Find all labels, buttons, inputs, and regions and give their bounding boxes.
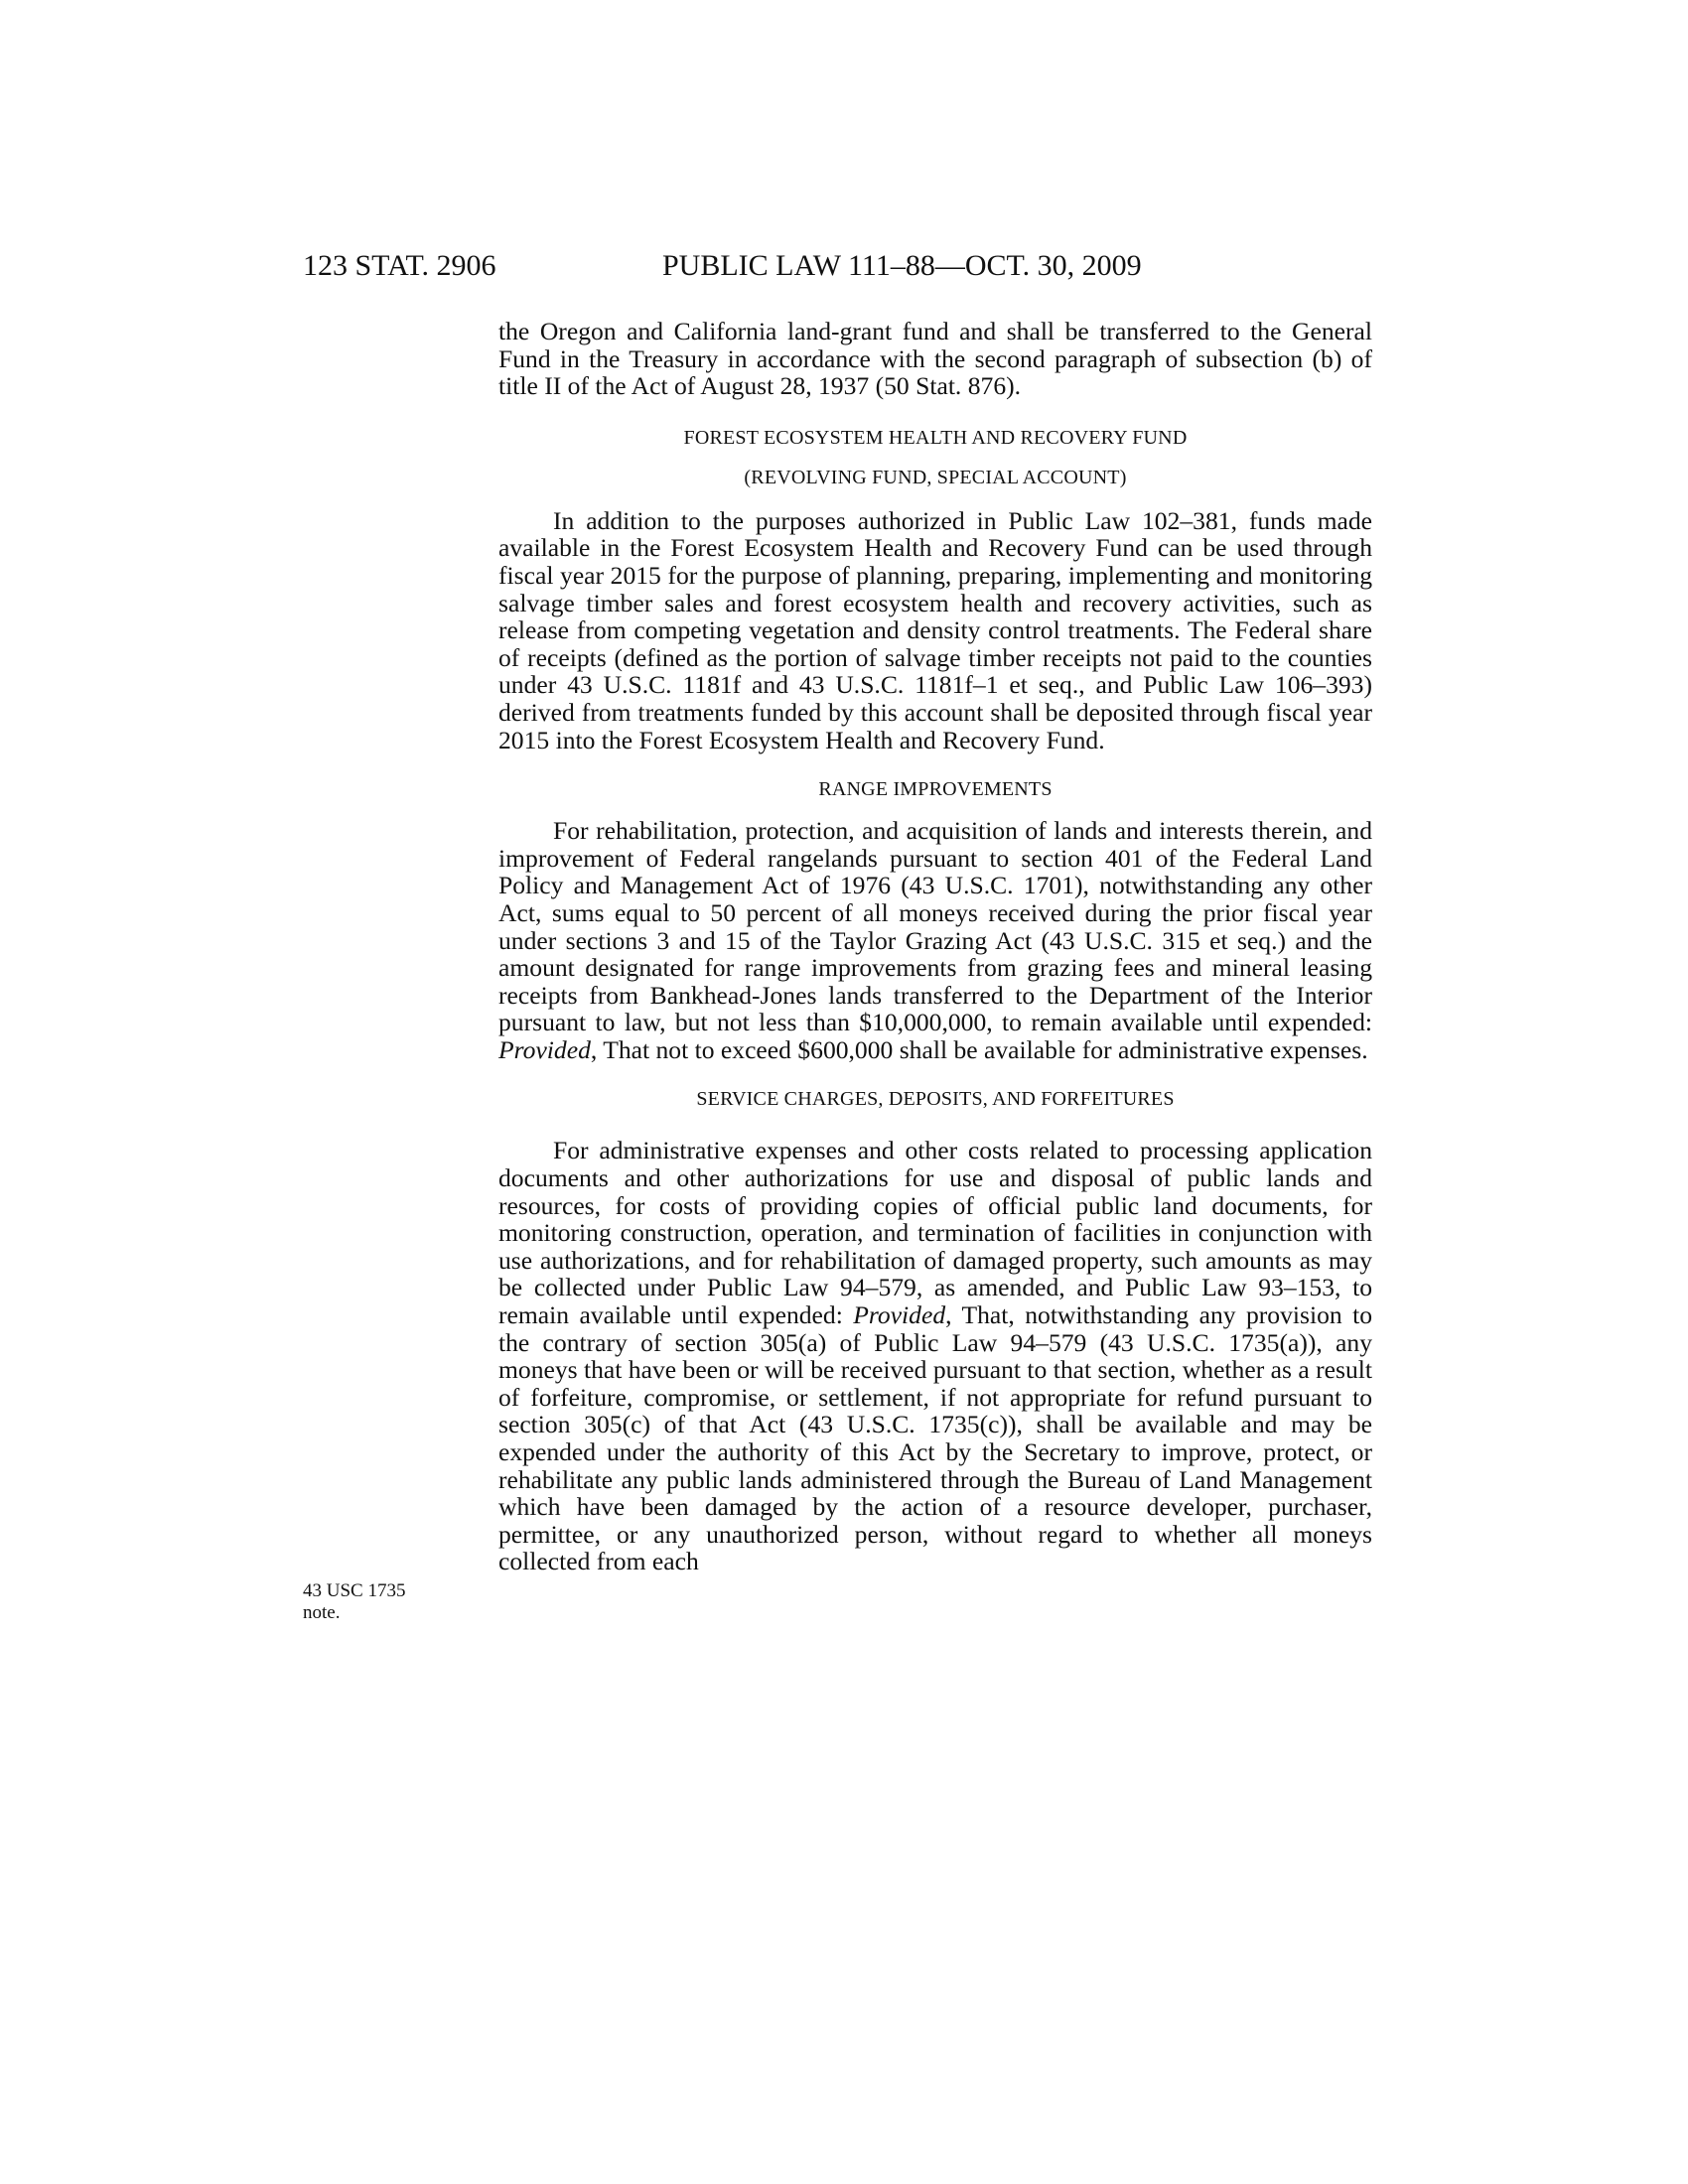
range-improvements-paragraph	[498, 817, 1372, 1063]
section-heading-service-charges: SERVICE CHARGES, DEPOSITS, AND FORFEITURES	[696, 1088, 1175, 1111]
forest-fund-paragraph: In addition to the purposes authorized in Public Law 102–381, funds made available in the Forest Ecosystem Health and Recovery Fund can be used through fiscal year 2015 for the purpose of planning, preparing, implementing and monitoring salvage timber sales and forest ecosystem health and recovery activities, such as release from competing vegetation and density control treatments. The Federal share of receipts (defined as the portion of salvage timber receipts not paid to the counties under 43 U.S.C. 1181f and 43 U.S.C. 1181f–1 et seq., and Public Law 106–393) derived from treatments funded by this account shall be deposited through fiscal year 2015 into the Forest Ecosystem Health and Recovery Fund.	[498, 505, 1372, 754]
service-text-part1: For administrative expenses and other costs related to processing application documents and other authorizations for use and disposal of public lands and resources, for costs of providing copies of official public land documents, for monitoring construction, operation, and termination of facilities in conjunction with use authorizations, and for rehabilitation of damaged property, such amounts as may be collected under Public Law 94–579, as amended, and Public Law 93–153, to remain available until expended:	[498, 1136, 1372, 1330]
section-subheading-revolving-fund: (REVOLVING FUND, SPECIAL ACCOUNT)	[744, 466, 1127, 488]
continuation-paragraph: the Oregon and California land-grant fund and shall be transferred to the General Fund in the Treasury in accordance with the second paragraph of subsection (b) of title II of the Act of August 28, 1937 (50 Stat. 876).	[498, 317, 1372, 401]
range-proviso: Provided	[498, 1034, 591, 1064]
law-title: PUBLIC LAW 111–88—OCT. 30, 2009	[662, 249, 1142, 282]
service-proviso: Provided	[853, 1300, 946, 1330]
margin-note-label: note.	[303, 1602, 341, 1623]
margin-note	[303, 1580, 432, 1624]
range-text-part1: For rehabilitation, protection, and acquisition of lands and interests therein, and improvement of Federal rangelands pursuant to section 401 of the Federal Land Policy and Management Act of 1976 (43 U.S.C. 1701), notwithstanding any other Act, sums equal to 50 percent of all moneys received during the prior fiscal year under sections 3 and 15 of the Taylor Grazing Act (43 U.S.C. 315 et seq.) and the amount designated for range improvements from grazing fees and mineral leasing receipts from Bankhead-Jones lands transferred to the Department of the Interior pursuant to law, but not less than $10,000,000, to remain available until expended:	[498, 816, 1372, 1037]
section-heading-range-improvements: RANGE IMPROVEMENTS	[818, 778, 1053, 801]
document-body	[498, 318, 1372, 1575]
page-header	[303, 246, 1375, 286]
margin-note-citation: 43 USC 1735	[303, 1580, 406, 1601]
range-text-part2: , That not to exceed $600,000 shall be available for administrative expenses.	[590, 1034, 1368, 1064]
service-text-part2: , That, notwithstanding any provision to the contrary of section 305(a) of Public Law 94–579 (43 U.S.C. 1735(a)), any moneys that have been or will be received pursuant to that section, whether as a result of forfeiture, compromise, or settlement, if not appropriate for refund pursuant to section 305(c) of that Act (43 U.S.C. 1735(c)), shall be available and may be expended under the authority of this Act by the Secretary to improve, protect, or rehabilitate any public lands administered through the Bureau of Land Management which have been damaged by the action of a resource developer, purchaser, permittee, or any unauthorized person, without regard to whether all moneys collected from each	[498, 1300, 1372, 1576]
statute-page-reference: 123 STAT. 2906	[303, 249, 496, 282]
section-heading-forest-ecosystem-fund: FOREST ECOSYSTEM HEALTH AND RECOVERY FUND	[683, 426, 1188, 449]
service-charges-paragraph	[498, 1137, 1372, 1575]
